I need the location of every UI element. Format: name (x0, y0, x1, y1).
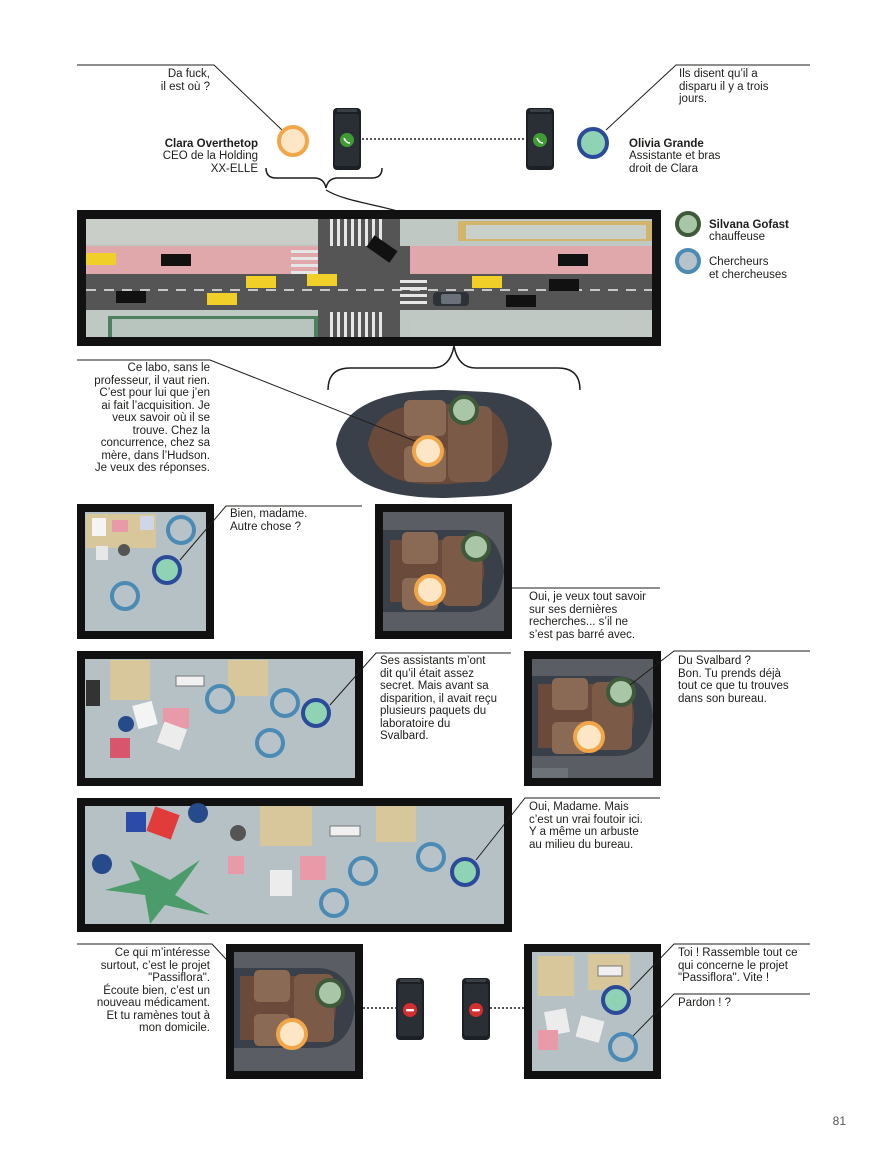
phone-hangup-icon (396, 978, 424, 1040)
olivia-quote: Ils disent qu’il a disparu il y a trois jours. (679, 68, 769, 105)
clara-labo-dialogue: Ce labo, sans le professeur, il vaut rien. C’est pour lui que j’en ai fait l’acquisition. Je veux savoir où il se trouve. Chez la concurrence, chez sa mère, dans l’Hudson. Je veux des réponses. (94, 362, 210, 474)
silvana-marker (451, 397, 477, 423)
olivia-assistants-dialogue: Ses assistants m’ont dit qu’il était assez secret. Mais avant sa disparition, il avait reçu plusieurs paquets du laboratoire du Svalbard. (380, 655, 497, 742)
clara-marker (575, 723, 603, 751)
clara-marker (278, 1020, 306, 1048)
page-number: 81 (832, 1114, 846, 1128)
clara-svalbard-dialogue: Du Svalbard ? Bon. Tu prends déjà tout ce que tu trouves dans son bureau. (678, 655, 789, 705)
researcher-marker (112, 583, 138, 609)
brace (328, 346, 580, 390)
legend-silvana-icon (677, 213, 699, 235)
olivia-marker (303, 700, 329, 726)
olivia-name: Olivia Grande (629, 138, 704, 150)
researcher-marker (610, 1034, 636, 1060)
researcher-marker (418, 844, 444, 870)
researcher-marker (257, 730, 283, 756)
researcher-marker (207, 686, 233, 712)
olivia-foutoir-dialogue: Oui, Madame. Mais c’est un vrai foutoir ici. Y a même un arbuste au milieu du bureau. (529, 801, 643, 851)
legend-researchers-label: Chercheurs et chercheuses (709, 256, 787, 281)
car-interior-large (336, 390, 552, 498)
olivia-marker (154, 557, 180, 583)
olivia-marker (603, 987, 629, 1013)
clara-passiflora-dialogue: Ce qui m’intéresse surtout, c’est le projet "Passiflora". Écoute bien, c’est un nouveau médicament. Et tu ramènes tout à mon domicile. (96, 947, 210, 1034)
clara-oui-dialogue: Oui, je veux tout savoir sur ses dernières recherches... s’il ne s’est pas barré avec. (529, 591, 646, 641)
clara-marker (279, 127, 307, 155)
researcher-marker (321, 890, 347, 916)
car-panel-3 (226, 944, 363, 1079)
silvana-marker (463, 534, 489, 560)
researcher-marker (350, 858, 376, 884)
researcher-marker (168, 517, 194, 543)
olivia-marker (579, 129, 607, 157)
legend-researchers-icon (677, 250, 699, 272)
clara-marker (416, 576, 444, 604)
olivia-toi-dialogue: Toi ! Rassemble tout ce qui concerne le projet "Passiflora". Vite ! (678, 947, 798, 984)
silvana-marker (608, 679, 634, 705)
phone-icon (526, 108, 554, 170)
office-panel-3 (77, 798, 512, 932)
researcher-marker (272, 690, 298, 716)
legend-silvana-role: chauffeuse (709, 231, 766, 243)
clara-marker (414, 437, 442, 465)
researcher-pardon-dialogue: Pardon ! ? (678, 997, 732, 1009)
clara-quote: Da fuck, il est où ? (160, 68, 210, 93)
legend-silvana-name: Silvana Gofast (709, 219, 789, 231)
olivia-role: Assistante et bras droit de Clara (629, 150, 721, 175)
olivia-bien-dialogue: Bien, madame. Autre chose ? (230, 508, 308, 533)
office-panel-4 (524, 944, 661, 1079)
silvana-marker (317, 980, 343, 1006)
olivia-marker (452, 859, 478, 885)
car-panel-2 (524, 651, 661, 786)
street-map-panel (77, 210, 661, 346)
clara-name: Clara Overthetop (164, 138, 258, 150)
brace (266, 168, 382, 188)
clara-role: CEO de la Holding XX-ELLE (162, 150, 258, 175)
phone-icon (333, 108, 361, 170)
car-panel-1 (375, 504, 512, 639)
phone-hangup-icon (462, 978, 490, 1040)
